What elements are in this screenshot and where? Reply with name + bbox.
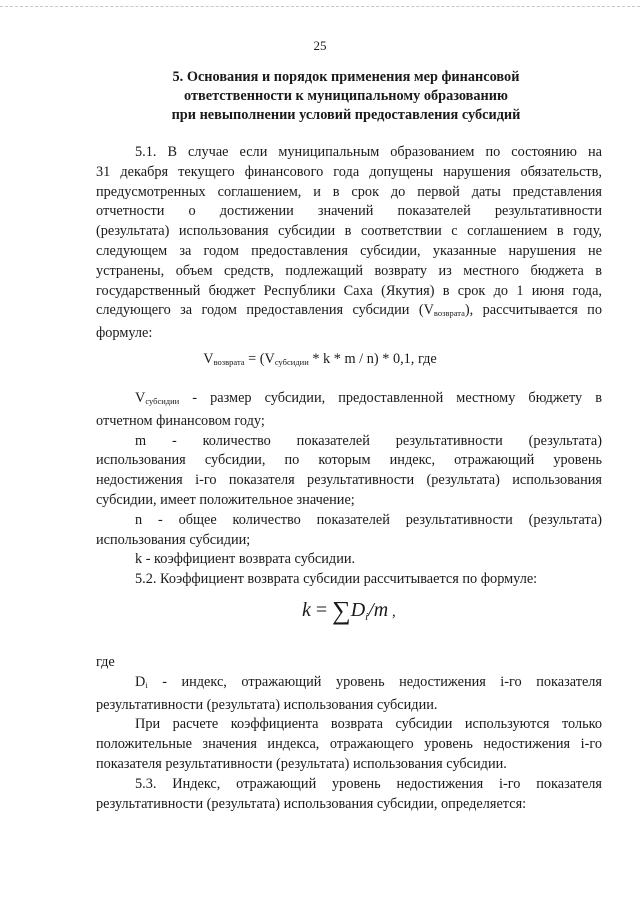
formula-symbol: /m — [368, 599, 389, 621]
text-line: где — [96, 654, 115, 670]
text-line: использования субсидии; — [96, 531, 251, 548]
text-line: отчетности о достижении значений показателей результативности — [96, 203, 602, 220]
formula-symbol: D — [350, 599, 366, 621]
scan-artifact-line — [0, 6, 640, 7]
subscript: i — [145, 679, 148, 690]
heading-line: 5. Основания и порядок применения мер финансовой — [172, 69, 520, 85]
text-line: положительные значения индекса, отражающего уровень недостижения i-го — [96, 736, 602, 753]
text-line: следующем за годом предоставления субсидии, указанные нарушения не — [96, 242, 602, 259]
formula-symbol: k — [302, 599, 311, 621]
text-line: использования субсидии, по которым индекс, отражающий уровень — [96, 452, 602, 469]
text-line: 5.1. В случае если муниципальным образованием по состоянию на — [135, 144, 602, 160]
text-line: устранены, объем средств, подлежащий возврату из местного бюджета в — [96, 262, 602, 279]
text-line: предусмотренных соглашением, и в срок до первой даты представления — [96, 183, 602, 200]
text-line: 31 декабря текущего финансового года допущены нарушения обязательств, — [96, 163, 602, 180]
formula-symbol: = (V — [244, 351, 275, 367]
text-line: показателя результативности (результата) использования субсидии. — [96, 755, 507, 772]
text-line: государственный бюджет Республики Саха (Якутия) в срок до 1 июня года, — [96, 282, 602, 299]
text-fragment: D — [135, 673, 146, 690]
paragraph-5-1 — [96, 143, 602, 344]
subscript: субсидии — [145, 396, 180, 406]
sum-symbol: ∑ — [332, 596, 351, 625]
formula-symbol: , — [388, 604, 396, 620]
formula-return-volume — [0, 351, 640, 368]
subscript: i — [365, 611, 369, 623]
formula-symbol: V — [203, 351, 214, 367]
formula-symbol: = — [310, 599, 333, 621]
text-line: 5.3. Индекс, отражающий уровень недостижения i-го показателя — [135, 775, 602, 792]
text-line: (результата) использования субсидии в соответствии с соглашением в году, — [96, 223, 602, 240]
heading-line: при невыполнении условий предоставления субсидий — [171, 107, 521, 123]
text-line: 5.2. Коэффициент возврата субсидии рассчитывается по формуле: — [135, 571, 538, 588]
text-line — [96, 673, 602, 696]
formula-return-coefficient — [302, 596, 396, 626]
text-line: m - количество показателей результативности (результата) — [135, 432, 602, 449]
text-line — [96, 301, 602, 324]
subscript: возврата — [433, 308, 465, 319]
text-fragment: следующего за годом предоставления субсидии (V — [96, 302, 434, 319]
text-line: k - коэффициент возврата субсидии. — [135, 551, 356, 568]
text-line: результативности (результата) использования субсидии, определяется: — [96, 795, 527, 812]
formula-symbol: * k * m / n) * 0,1, где — [308, 351, 437, 367]
text-fragment: ), рассчитывается по — [464, 302, 602, 319]
text-fragment: V — [135, 390, 146, 406]
text-line: субсидии, имеет положительное значение; — [96, 491, 355, 508]
text-line: результативности (результата) использования субсидии. — [96, 696, 438, 713]
text-line: n - общее количество показателей результативности (результата) — [135, 511, 602, 528]
text-line: формуле: — [96, 325, 153, 342]
subscript: субсидии — [274, 357, 309, 367]
after-formula — [96, 653, 602, 814]
text-line: При расчете коэффициента возврата субсидии используются только — [135, 716, 602, 733]
text-fragment: - размер субсидии, предоставленной местному бюджету в — [179, 390, 602, 406]
section-heading — [96, 68, 596, 125]
definitions — [96, 389, 602, 590]
text-line — [96, 389, 602, 412]
heading-line: ответственности к муниципальному образованию — [184, 88, 508, 104]
text-line: отчетном финансовом году; — [96, 412, 265, 429]
text-fragment: - индекс, отражающий уровень недостижения i-го показателя — [147, 673, 602, 690]
page-number: 25 — [313, 38, 327, 53]
text-line: недостижения i-го показателя результативности (результата) использования — [96, 472, 602, 489]
subscript: возврата — [213, 357, 245, 367]
